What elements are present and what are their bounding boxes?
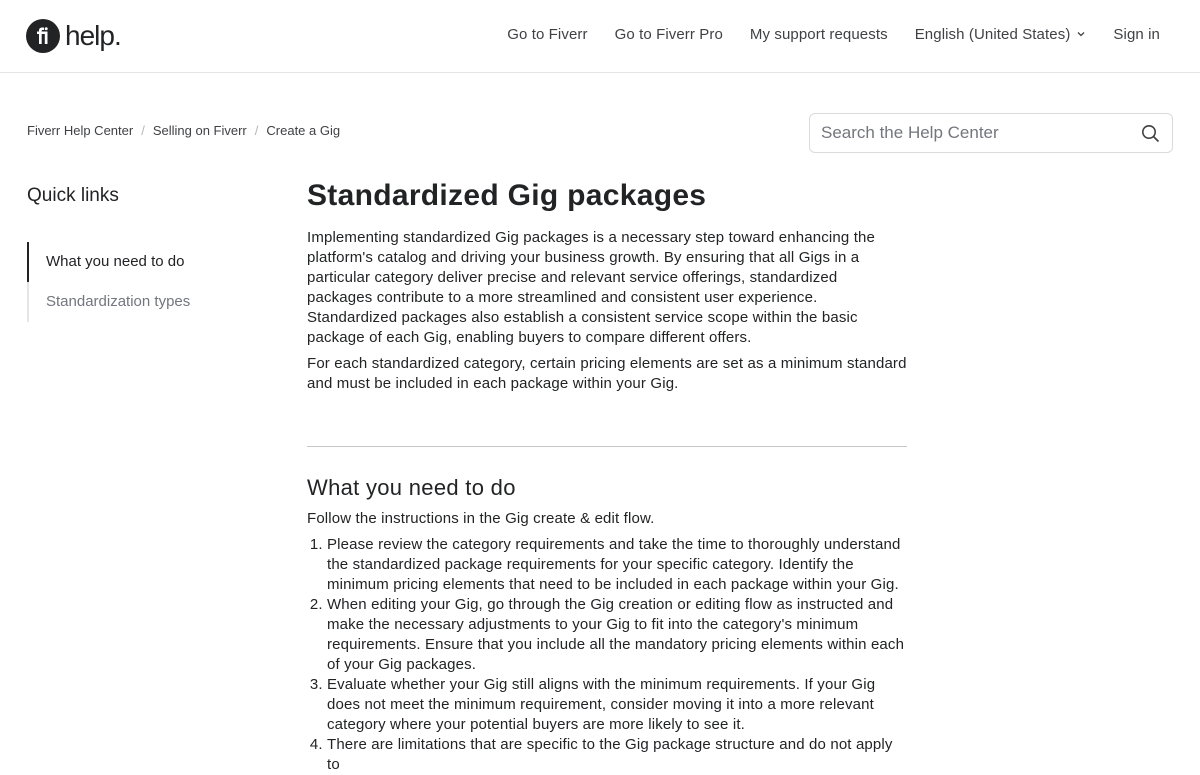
breadcrumb-selling[interactable]: Selling on Fiverr [152, 123, 247, 138]
breadcrumb-separator: / [254, 123, 259, 138]
fiverr-logo-icon [26, 19, 60, 53]
fiverr-help-logo[interactable] [26, 19, 121, 53]
quick-link-standardization-types[interactable]: Standardization types [46, 293, 191, 310]
my-support-requests-link[interactable]: My support requests [749, 26, 888, 43]
top-nav [507, 24, 1160, 46]
sign-in-link[interactable]: Sign in [1113, 26, 1160, 43]
help-search [809, 113, 1173, 153]
quick-links-title: Quick links [27, 185, 119, 206]
steps-list [307, 535, 907, 775]
breadcrumb-help-center[interactable]: Fiverr Help Center [27, 123, 134, 138]
logo-text: help. [65, 20, 121, 51]
breadcrumb-create-gig[interactable]: Create a Gig [266, 123, 341, 138]
section-divider [307, 446, 907, 447]
list-item: 2. When editing your Gig, go through the Gig creation or editing flow as instructed and make the necessary adjustments to your Gig to fit into the category's minimum requirements. Ensure that you include all the mandatory pricing elements within each of your Gig packages. [327, 595, 907, 675]
site-header [0, 0, 1200, 73]
breadcrumb [27, 123, 340, 138]
article-intro-paragraph: For each standardized category, certain pricing elements are set as a minimum standard and must be included in each package within your Gig. [307, 355, 907, 392]
quick-links-list [27, 242, 227, 322]
article-intro-paragraph: Implementing standardized Gig packages is a necessary step toward enhancing the platform's catalog and driving your business growth. By ensuring that all Gigs in a particular category deliver precise and relevant service offerings, standardized packages contribute to a more streamlined and consistent user experience. Standardized packages also establish a consistent service scope within the basic package of each Gig, enabling buyers to compare different offers. [307, 229, 876, 346]
search-icon[interactable] [1141, 124, 1160, 148]
article-title: Standardized Gig packages [307, 179, 707, 212]
language-label: English (United States) [914, 26, 1071, 43]
language-selector[interactable] [915, 24, 1087, 46]
section-title: What you need to do [307, 475, 516, 500]
breadcrumb-separator: / [141, 123, 145, 138]
chevron-down-icon [1076, 24, 1086, 46]
list-item: 4. There are limitations that are specific to the Gig package structure and do not apply to [327, 735, 907, 775]
search-input[interactable] [821, 122, 1131, 144]
go-to-fiverr-link[interactable]: Go to Fiverr [507, 26, 588, 43]
go-to-fiverr-pro-link[interactable]: Go to Fiverr Pro [614, 26, 723, 43]
list-item: 3. Evaluate whether your Gig still aligns with the minimum requirements. If your Gig does not meet the minimum requirement, consider moving it into a more relevant category where your potential buyers are more likely to see it. [327, 675, 907, 735]
quick-link-what-you-need-to-do[interactable]: What you need to do [27, 242, 227, 282]
section-intro: Follow the instructions in the Gig create & edit flow. [307, 510, 655, 527]
article [307, 178, 907, 775]
list-item: 1. Please review the category requirements and take the time to thoroughly understand the standardized package requirements for your specific category. Identify the minimum pricing elements that need to be included in each package within your Gig. [327, 535, 907, 595]
